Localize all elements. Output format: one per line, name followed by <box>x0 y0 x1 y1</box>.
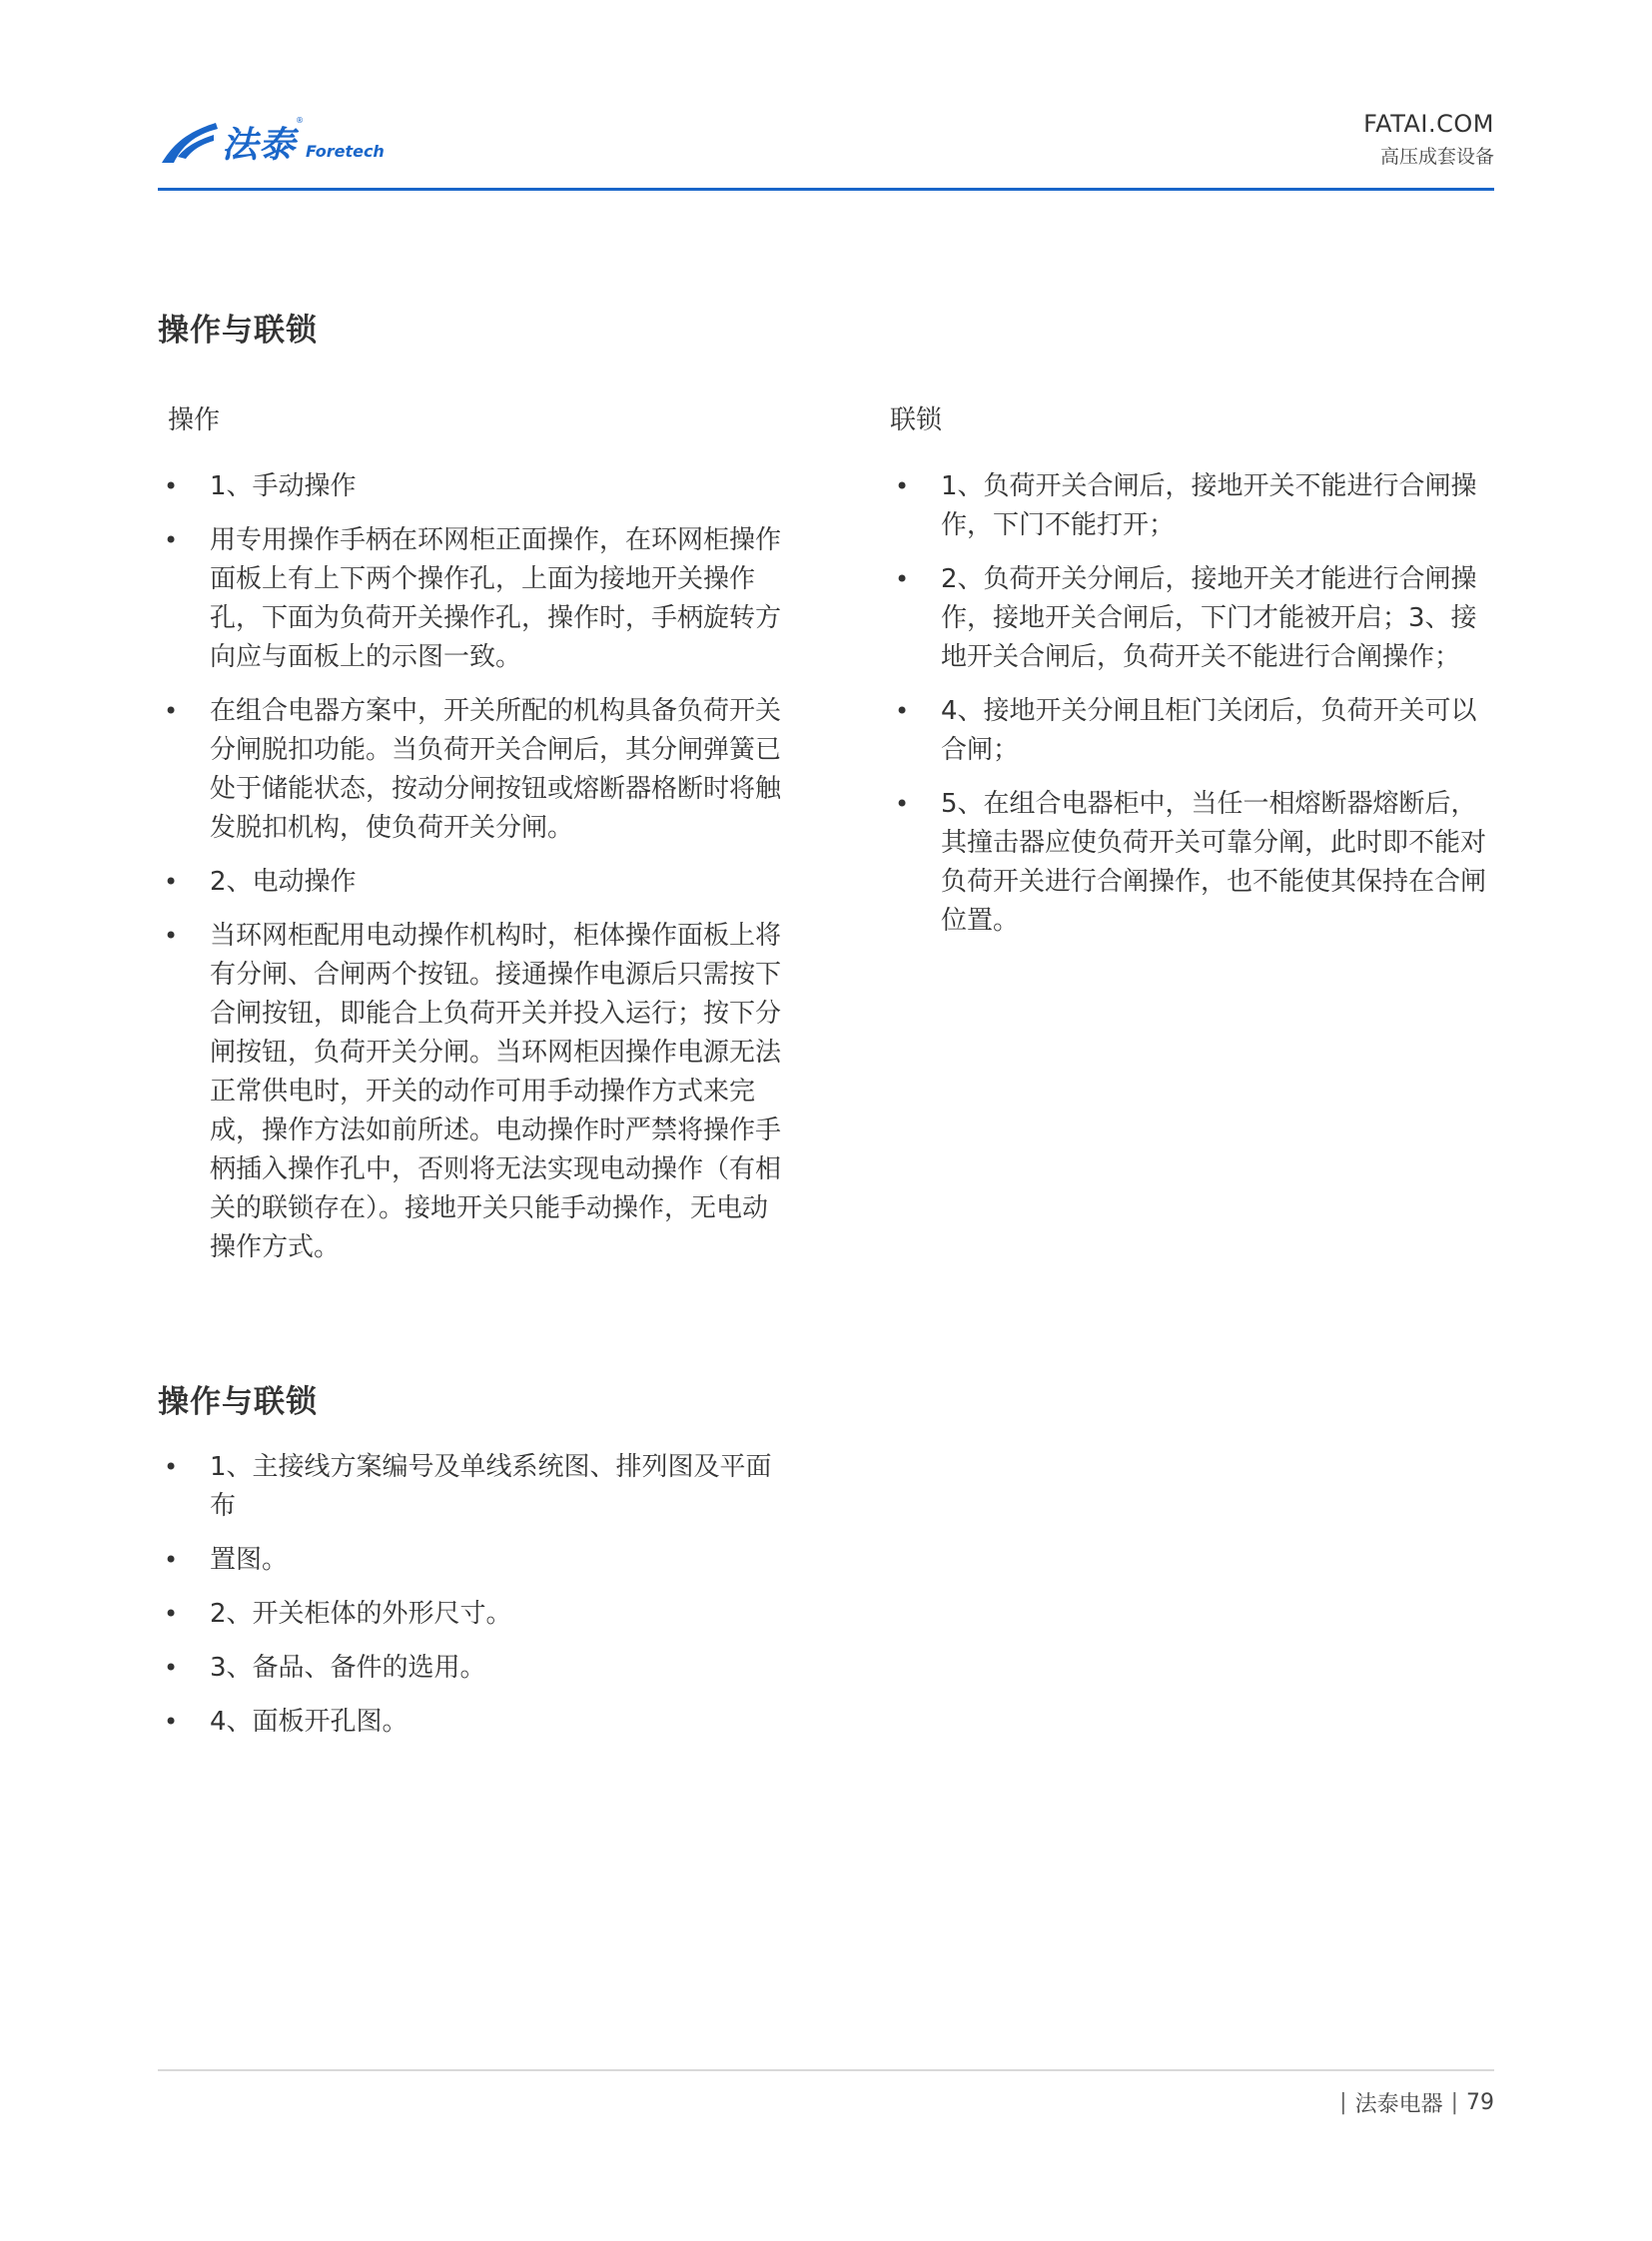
bullet-icon: • <box>895 790 910 818</box>
footer-separator: | <box>1450 2090 1458 2115</box>
list-item: • 1、主接线方案编号及单线系统图、排列图及平面布 <box>160 1448 781 1526</box>
logo-english-name: Foretech <box>306 141 385 161</box>
interlock-label: 联锁 <box>890 405 943 435</box>
delivery-list <box>160 1448 781 1757</box>
section-title: 操作与联锁 <box>158 313 318 349</box>
section-title-2: 操作与联锁 <box>158 1384 318 1420</box>
bullet-icon: • <box>164 1546 179 1574</box>
logo-trademark: ® <box>296 116 305 125</box>
page-header <box>158 100 1494 190</box>
footer-separator: | <box>1339 2090 1347 2115</box>
bullet-icon: • <box>895 565 910 593</box>
list-item: • 2、负荷开关分闸后，接地开关才能进行合闸操作，接地开关合闸后，下门才能被开启；3、接地开关合闸后，负荷开关不能进行合阐操作； <box>891 560 1496 677</box>
bullet-icon: • <box>164 1600 179 1628</box>
logo-chinese-name: 法泰 <box>222 124 297 166</box>
bullet-icon: • <box>164 472 179 500</box>
list-item: • 2、开关柜体的外形尺寸。 <box>160 1595 781 1634</box>
bullet-icon: • <box>164 1654 179 1682</box>
list-item: • 3、备品、备件的选用。 <box>160 1649 781 1688</box>
list-item: • 用专用操作手柄在环网柜正面操作，在环网柜操作面板上有上下两个操作孔，上面为接地开关操作孔，下面为负荷开关操作孔，操作时，手柄旋转方向应与面板上的示图一致。 <box>160 521 781 677</box>
site-info <box>1363 110 1494 169</box>
bullet-icon: • <box>164 1708 179 1736</box>
list-item: • 当环网柜配用电动操作机构时，柜体操作面板上将有分闸、合闸两个按钮。接通操作电源后只需按下合闸按钮，即能合上负荷开关并投入运行；按下分闸按钮，负荷开关分闸。当环网柜因操作电源无法正常供电时，开关的动作可用手动操作方式来完成，操作方法如前所述。电动操作时严禁将操作手柄插入操作孔中，否则将无法实现电动操作（有相关的联锁存在）。接地开关只能手动操作，无电动操作方式。 <box>160 917 781 1267</box>
list-item: • 5、在组合电器柜中，当任一相熔断器熔断后，其撞击器应使负荷开关可靠分阐，此时即不能对负荷开关进行合阐操作，也不能使其保持在合闸位置。 <box>891 785 1496 941</box>
logo-swoosh-icon <box>158 117 220 167</box>
site-subtitle: 高压成套设备 <box>1379 146 1494 168</box>
bullet-icon: • <box>164 526 179 554</box>
bullet-icon: • <box>164 922 179 950</box>
page-footer <box>1331 2087 1494 2118</box>
list-item: • 2、电动操作 <box>160 863 781 902</box>
header-divider <box>158 188 1494 191</box>
operation-label: 操作 <box>168 405 221 435</box>
list-item: • 4、面板开孔图。 <box>160 1703 781 1742</box>
bullet-icon: • <box>895 472 910 500</box>
site-url: FATAI.COM <box>1363 110 1494 138</box>
list-item: • 4、接地开关分闸且柜门关闭后，负荷开关可以合闸； <box>891 692 1496 770</box>
bullet-icon: • <box>895 697 910 725</box>
bullet-icon: • <box>164 868 179 896</box>
bullet-icon: • <box>164 697 179 725</box>
page-number: 79 <box>1466 2090 1494 2115</box>
list-item: • 1、手动操作 <box>160 467 781 506</box>
list-item: • 在组合电器方案中，开关所配的机构具备负荷开关分闸脱扣功能。当负荷开关合闸后，其分闸弹簧已处于储能状态，按动分闸按钮或熔断器格断时将触发脱扣机构，使负荷开关分闸。 <box>160 692 781 848</box>
operation-list <box>160 467 781 1282</box>
list-item: • 置图。 <box>160 1541 781 1580</box>
interlock-list <box>891 467 1496 956</box>
bullet-icon: • <box>164 1453 179 1481</box>
footer-divider <box>158 2069 1494 2071</box>
list-item: • 1、负荷开关合闸后，接地开关不能进行合闸操作，下门不能打开； <box>891 467 1496 545</box>
footer-brand: 法泰电器 <box>1354 2092 1443 2117</box>
brand-logo <box>158 112 385 172</box>
